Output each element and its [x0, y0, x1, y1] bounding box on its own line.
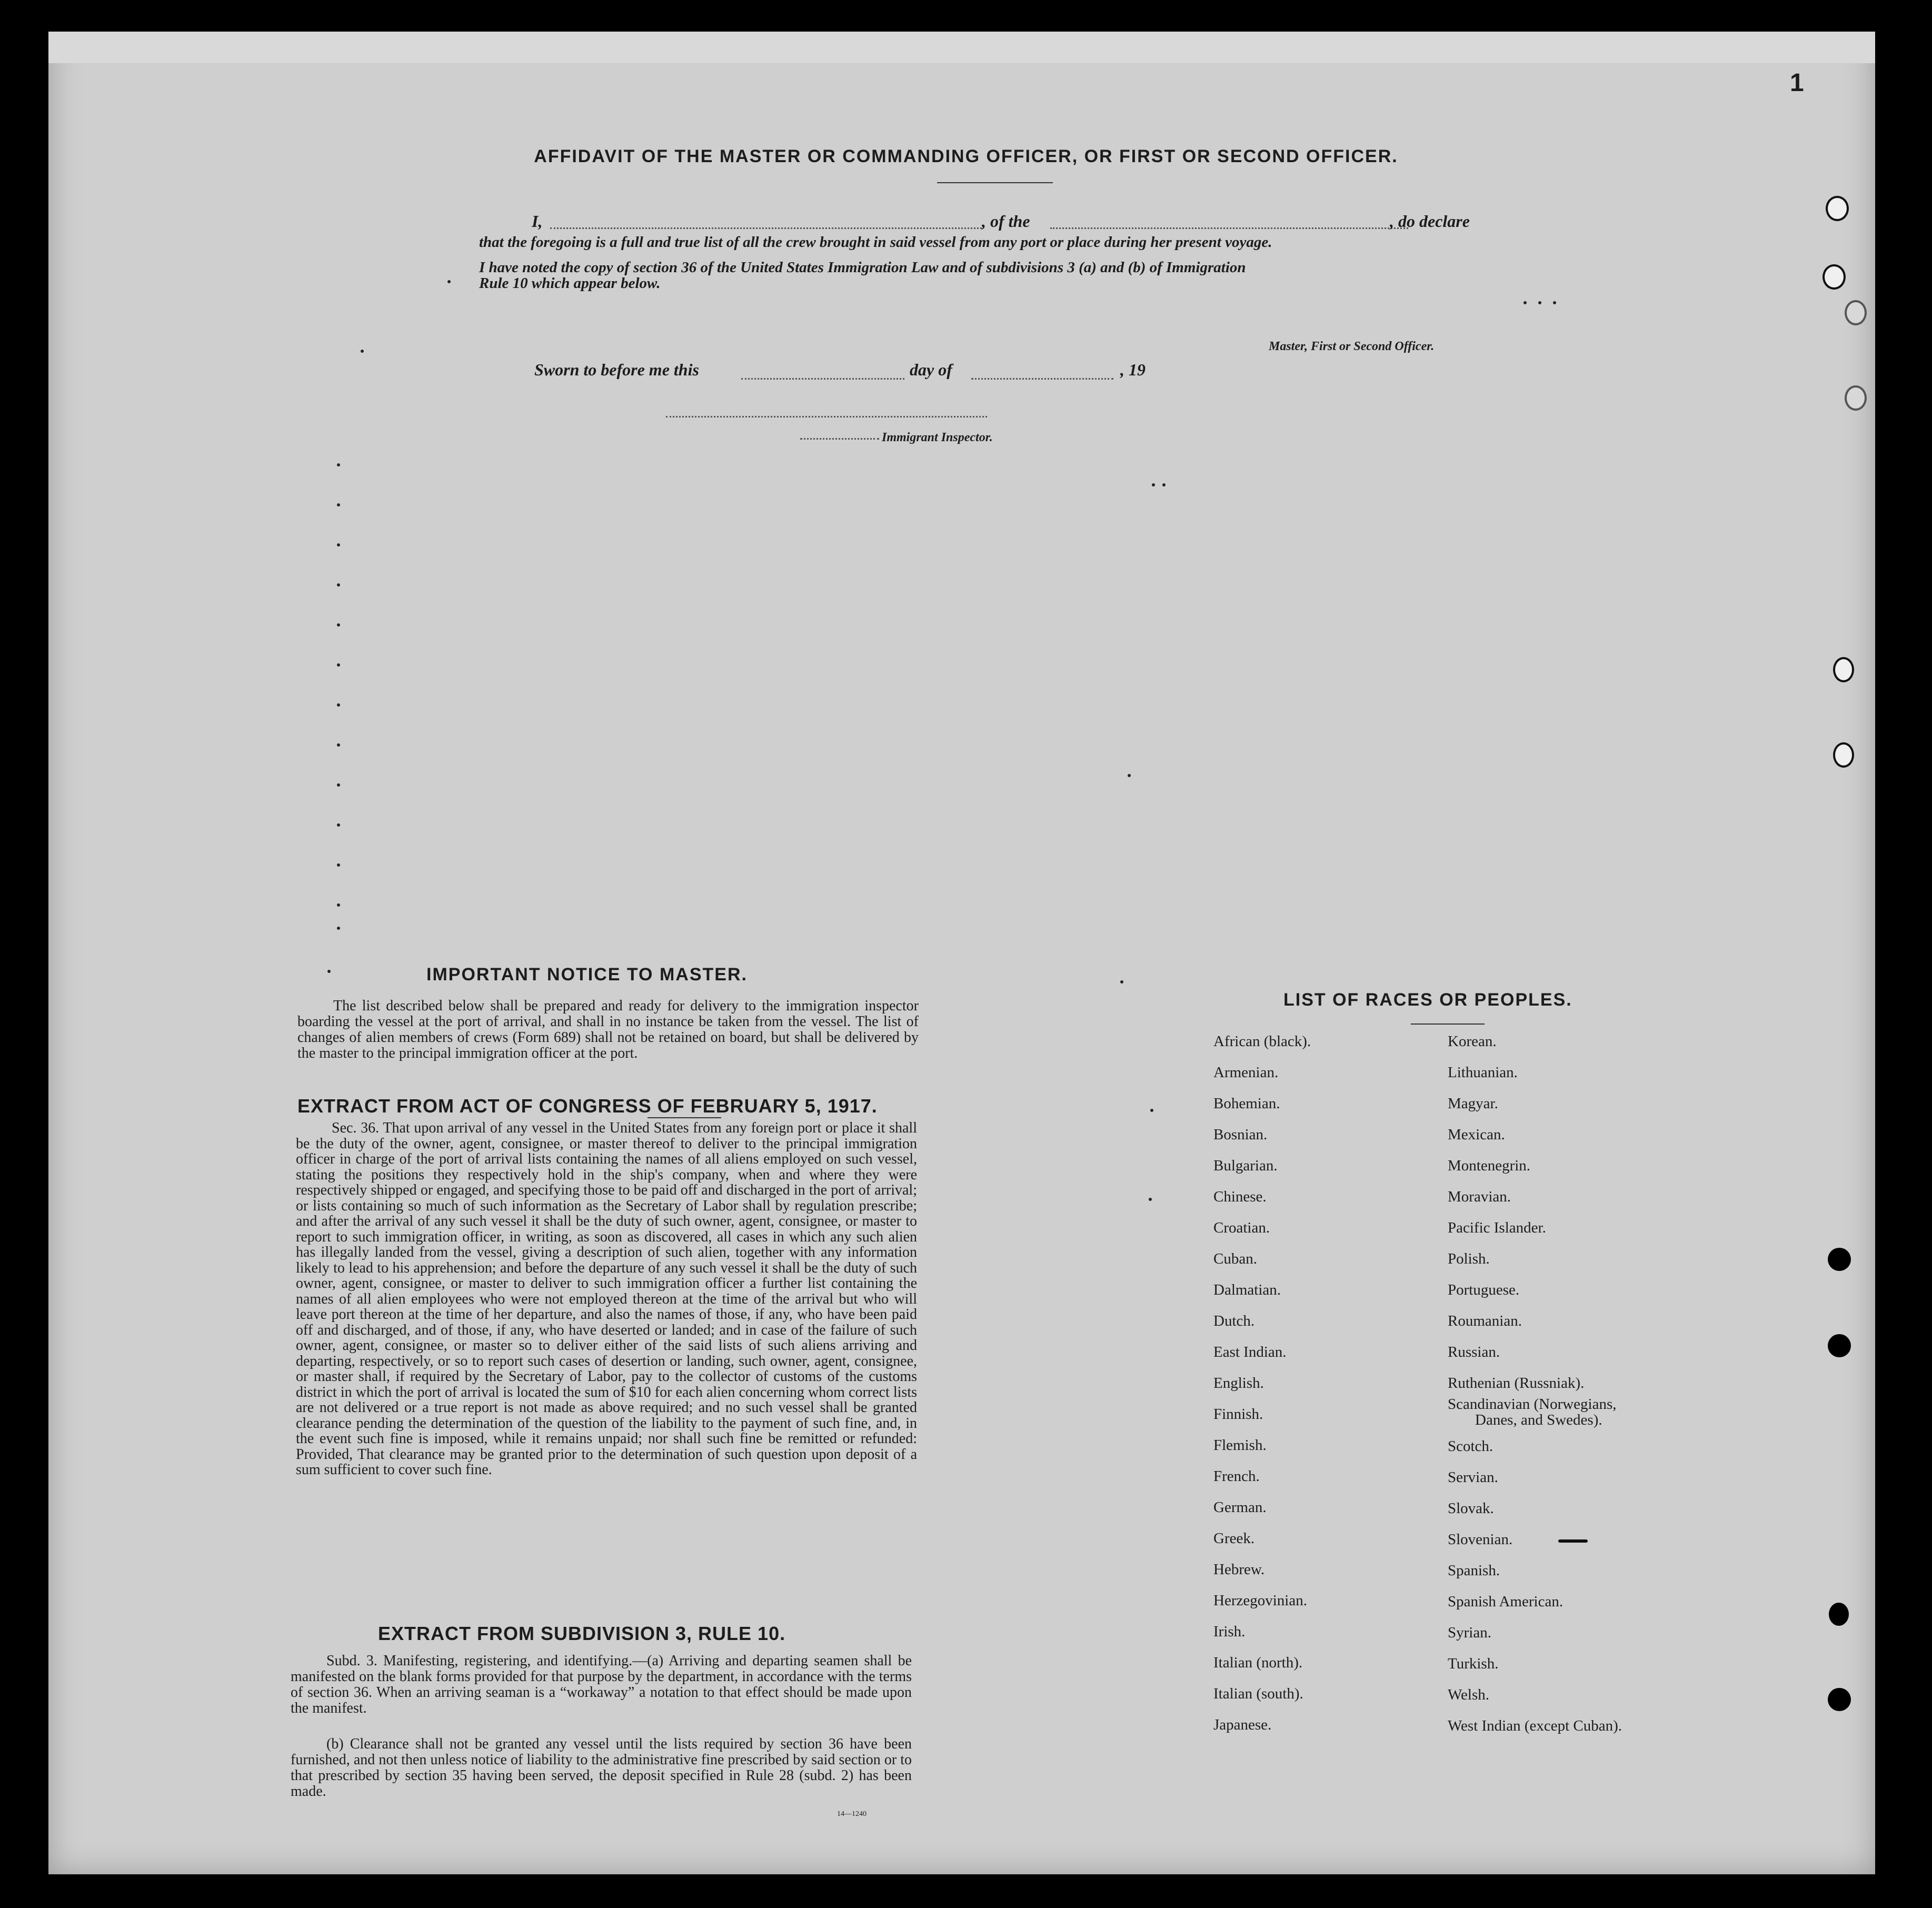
speck — [1120, 980, 1123, 983]
punch-hole-1 — [1828, 1248, 1851, 1271]
races-heading: LIST OF RACES OR PEOPLES. — [1283, 990, 1572, 1010]
affidavit-line4: Rule 10 which appear below. — [479, 275, 661, 292]
race-item: English. — [1213, 1375, 1264, 1392]
race-item: German. — [1213, 1499, 1267, 1516]
speck — [337, 927, 340, 930]
race-item: East Indian. — [1213, 1344, 1287, 1360]
race-item: Croatian. — [1213, 1219, 1270, 1236]
speck — [1152, 483, 1155, 486]
day-field[interactable] — [741, 378, 904, 380]
speck — [1553, 301, 1556, 304]
race-item: Russian. — [1448, 1344, 1500, 1360]
name-field[interactable] — [550, 227, 982, 229]
speck — [1162, 483, 1166, 486]
race-item: Ruthenian (Russniak). — [1448, 1375, 1585, 1392]
race-item: Scandinavian (Norwegians, — [1448, 1396, 1617, 1413]
race-item: Spanish American. — [1448, 1593, 1563, 1610]
speck — [337, 663, 340, 667]
race-item: Portuguese. — [1448, 1281, 1520, 1298]
race-item: Armenian. — [1213, 1064, 1279, 1081]
race-item: Chinese. — [1213, 1188, 1267, 1205]
affidavit-line2: that the foregoing is a full and true list of all the crew brought in said vessel from any port or place during her present voyage. — [479, 234, 1272, 251]
race-item: Moravian. — [1448, 1188, 1511, 1205]
affidavit-i: I, — [532, 212, 543, 231]
speck — [327, 970, 331, 973]
race-item: Polish. — [1448, 1250, 1490, 1267]
speck — [337, 783, 340, 787]
race-item: Turkish. — [1448, 1655, 1499, 1672]
punch-hole-2 — [1828, 1334, 1851, 1357]
race-item: Magyar. — [1448, 1095, 1498, 1112]
race-item: Servian. — [1448, 1469, 1498, 1486]
inspector-signature-field[interactable] — [666, 416, 987, 418]
race-item: Irish. — [1213, 1623, 1246, 1640]
race-item: Finnish. — [1213, 1406, 1263, 1423]
document-page — [48, 32, 1875, 1874]
affidavit-declare: , do declare — [1390, 212, 1470, 231]
race-item: Bohemian. — [1213, 1095, 1280, 1112]
binding-ring-6 — [1833, 742, 1854, 768]
signature-label: Master, First or Second Officer. — [1269, 340, 1435, 353]
race-item: Pacific Islander. — [1448, 1219, 1546, 1236]
race-item: Japanese. — [1213, 1716, 1272, 1733]
speck — [337, 863, 340, 867]
speck — [337, 623, 340, 627]
binding-ring-1 — [1826, 196, 1849, 221]
inspector-label: Immigrant Inspector. — [882, 431, 993, 444]
year-text: , 19 — [1120, 360, 1146, 379]
speck — [337, 903, 340, 907]
race-item: Slovenian. — [1448, 1531, 1513, 1548]
race-item: Montenegrin. — [1448, 1157, 1531, 1174]
race-item: Greek. — [1213, 1530, 1255, 1547]
rule-text-b: (b) Clearance shall not be granted any vessel until the lists required by section 36 have been furnished, and not then unless notice of liability to the administrative fine prescribed by said section or to that prescribed by section 35 having been served, the deposit specified in Rule 28 (subd. 2) has been made. — [291, 1736, 912, 1800]
race-item: Dutch. — [1213, 1313, 1255, 1329]
race-item: Bosnian. — [1213, 1126, 1268, 1143]
races-rule — [1411, 1023, 1485, 1025]
race-item: Spanish. — [1448, 1562, 1500, 1579]
speck — [1523, 301, 1527, 304]
speck — [337, 543, 340, 546]
binding-ring-4 — [1845, 385, 1867, 411]
title-rule — [937, 182, 1053, 183]
speck — [447, 280, 451, 283]
ink-mark — [1558, 1539, 1588, 1543]
page-number: 1 — [1790, 69, 1804, 97]
binding-ring-3 — [1845, 300, 1867, 325]
vessel-field[interactable] — [1050, 227, 1408, 229]
race-item: Italian (north). — [1213, 1654, 1303, 1671]
race-item: Italian (south). — [1213, 1685, 1303, 1702]
rule-heading: EXTRACT FROM SUBDIVISION 3, RULE 10. — [378, 1623, 786, 1644]
binding-ring-2 — [1823, 264, 1846, 290]
speck — [1538, 301, 1541, 304]
rule-text-a: Subd. 3. Manifesting, registering, and identifying.—(a) Arriving and departing seamen shall be manifested on the blank forms provided for that purpose by the department, in accordance with the terms of section 36. When an arriving seaman is a “workaway” a notation to that effect should be made upon the manifest. — [291, 1653, 912, 1716]
race-item: Mexican. — [1448, 1126, 1505, 1143]
speck — [337, 743, 340, 747]
speck — [361, 350, 364, 353]
race-item: African (black). — [1213, 1033, 1311, 1050]
inspector-lead-dots — [800, 438, 879, 440]
sworn-text: Sworn to before me this — [534, 360, 699, 379]
month-field[interactable] — [971, 378, 1113, 380]
race-item: Welsh. — [1448, 1686, 1490, 1703]
race-item: Herzegovinian. — [1213, 1592, 1307, 1609]
race-item: Roumanian. — [1448, 1313, 1522, 1329]
race-item: West Indian (except Cuban). — [1448, 1717, 1622, 1734]
speck — [337, 583, 340, 587]
affidavit-line3: I have noted the copy of section 36 of the United States Immigration Law and of subdivisions 3 (a) and (b) of Immigration — [479, 259, 1246, 276]
affidavit-of-the: , of the — [982, 212, 1030, 231]
speck — [337, 503, 340, 506]
speck — [1128, 774, 1131, 777]
punch-hole-4 — [1828, 1688, 1851, 1711]
race-item: Lithuanian. — [1448, 1064, 1518, 1081]
speck — [1149, 1198, 1152, 1201]
race-item: Danes, and Swedes). — [1475, 1412, 1602, 1428]
race-item: Slovak. — [1448, 1500, 1494, 1517]
race-item: Korean. — [1448, 1033, 1497, 1050]
punch-hole-3 — [1829, 1603, 1849, 1626]
affidavit-title: AFFIDAVIT OF THE MASTER OR COMMANDING OFFICER, OR FIRST OR SECOND OFFICER. — [534, 146, 1398, 166]
act-text: Sec. 36. That upon arrival of any vessel in the United States from any foreign port or place it shall be the duty of the owner, agent, consignee, or master thereof to deliver to the principal immigration officer in charge of the port of arrival lists containing the names of all aliens employed on such vessel, stating the positions they respectively hold in the ship's company, when and where they were respectively shipped or engaged, and specifying those to be paid off and discharged in the port of arrival; or lists containing so much of such information as the Secretary of Labor shall by regulation prescribe; and after the arrival of any such vessel it shall be the duty of such owner, agent, consignee, or master to report to such immigration officer, in writing, as soon as discovered, all cases in which any such alien has illegally landed from the vessel, giving a description of such alien, together with any information likely to lead to his apprehension; and before the departure of any such vessel it shall be the duty of such owner, agent, consignee, or master to deliver to such immigration officer a further list containing the names of all alien employees who were not employed thereon at the time of the arrival but who will leave port thereon at the time of her departure, and also the names of those, if any, who have been paid off and discharged, and of those, if any, who have deserted or landed; and in case of the failure of such owner, agent, consignee, or master so to deliver either of the said lists of such aliens arriving and departing, respectively, or so to report such cases of desertion or landing, such owner, agent, consignee, or master shall, if required by the Secretary of Labor, pay to the collector of customs of the customs district in which the port of arrival is located the sum of $10 for each alien concerning whom correct lists are not delivered or a true report is not made as above required; and no such vessel shall be granted clearance pending the determination of the question of the liability to the payment of such fine, and, in the event such fine is imposed, while it remains unpaid; nor shall such fine be remitted or refunded: Provided, That clearance may be granted prior to the determination of such question upon deposit of a sum sufficient to cover such fine. — [296, 1120, 917, 1478]
race-item: Bulgarian. — [1213, 1157, 1278, 1174]
act-heading: EXTRACT FROM ACT OF CONGRESS OF FEBRUARY 5, 1917. — [297, 1095, 878, 1117]
form-number: 14—1240 — [837, 1810, 867, 1818]
race-item: Flemish. — [1213, 1437, 1267, 1454]
speck — [1150, 1109, 1153, 1112]
act-rule — [648, 1117, 721, 1118]
race-item: Scotch. — [1448, 1438, 1493, 1455]
day-of-text: day of — [910, 360, 952, 379]
notice-text: The list described below shall be prepared and ready for delivery to the immigration inspector boarding the vessel at the port of arrival, and shall in no instance be taken from the vessel. The list of changes of alien members of crews (Form 689) shall not be retained on board, but shall be delivered by the master to the principal immigration officer at the port. — [297, 998, 919, 1061]
speck — [337, 823, 340, 827]
speck — [337, 463, 340, 466]
speck — [337, 703, 340, 707]
notice-heading: IMPORTANT NOTICE TO MASTER. — [426, 965, 748, 985]
race-item: Dalmatian. — [1213, 1281, 1281, 1298]
race-item: Hebrew. — [1213, 1561, 1265, 1578]
binding-ring-5 — [1833, 657, 1854, 682]
race-item: French. — [1213, 1468, 1260, 1485]
race-item: Cuban. — [1213, 1250, 1257, 1267]
race-item: Syrian. — [1448, 1624, 1491, 1641]
